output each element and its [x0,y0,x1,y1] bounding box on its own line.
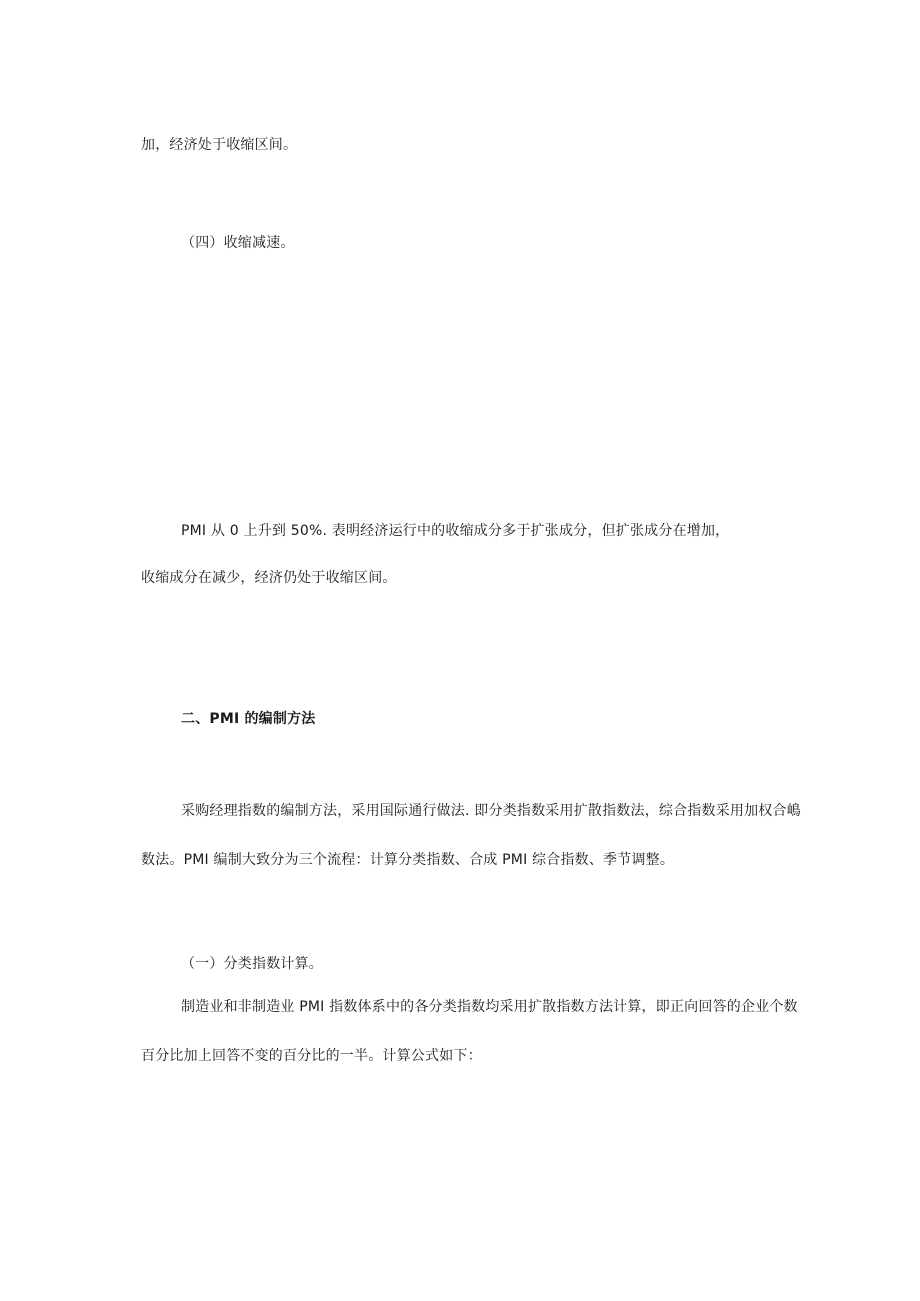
paragraph-4-line-2: 百分比加上回答不变的百分比的一半。计算公式如下： [141,1048,482,1064]
subsection-heading-1: （一）分类指数计算。 [181,956,323,972]
paragraph-3-line-2: 数法。PMI 编制大致分为三个流程：计算分类指数、合成 PMI 综合指数、季节调整。 [141,852,675,868]
section-2-heading: 二、PMI 的编制方法 [181,711,316,727]
paragraph-4-line-1: 制造业和非制造业 PMI 指数体系中的各分类指数均采用扩散指数方法计算，即正向回答的企业个数 [181,999,798,1015]
paragraph-3-line-1: 采购经理指数的编制方法，采用国际通行做法. 即分类指数采用扩散指数法，综合指数采用加权合嶋 [181,803,801,819]
paragraph-2-line-2: 收缩成分在减少，经济仍处于收缩区间。 [141,570,397,586]
paragraph-2-line-1: PMI 从 0 上升到 50%. 表明经济运行中的收缩成分多于扩张成分，但扩张成分在增加， [181,523,730,539]
subsection-heading-4: （四）收缩减速。 [181,235,295,251]
paragraph-tail-line: 加，经济处于收缩区间。 [141,137,298,153]
